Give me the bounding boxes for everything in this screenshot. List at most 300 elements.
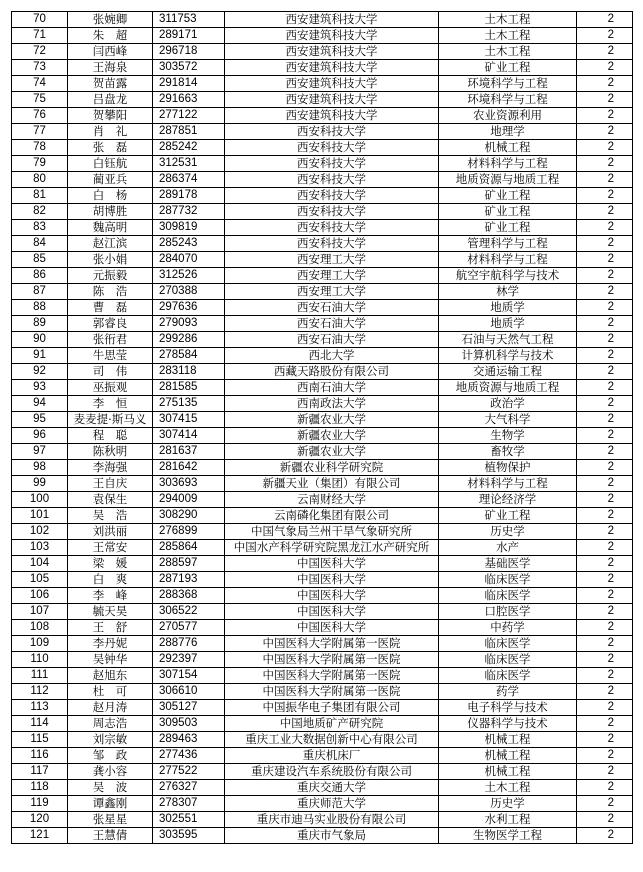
count-cell: 2 [577, 428, 633, 444]
id-number-cell: 305127 [153, 700, 225, 716]
row-number-cell: 107 [12, 604, 68, 620]
major-cell: 机械工程 [439, 732, 577, 748]
major-cell: 大气科学 [439, 412, 577, 428]
table-row [12, 236, 633, 252]
major-cell: 中药学 [439, 620, 577, 636]
count-cell: 2 [577, 700, 633, 716]
row-number-cell: 74 [12, 76, 68, 92]
count-cell: 2 [577, 492, 633, 508]
count-cell: 2 [577, 12, 633, 28]
person-name-cell: 蔺亚兵 [68, 172, 153, 188]
major-cell: 机械工程 [439, 748, 577, 764]
table-row [12, 412, 633, 428]
major-cell: 材料科学与工程 [439, 156, 577, 172]
count-cell: 2 [577, 108, 633, 124]
table-row [12, 364, 633, 380]
row-number-cell: 83 [12, 220, 68, 236]
organization-cell: 西安石油大学 [225, 300, 439, 316]
person-name-cell: 王慧倩 [68, 828, 153, 844]
table-row [12, 316, 633, 332]
table-row [12, 76, 633, 92]
organization-cell: 中国地质矿产研究院 [225, 716, 439, 732]
person-name-cell: 朱 超 [68, 28, 153, 44]
count-cell: 2 [577, 220, 633, 236]
row-number-cell: 115 [12, 732, 68, 748]
count-cell: 2 [577, 76, 633, 92]
person-name-cell: 王自庆 [68, 476, 153, 492]
person-name-cell: 吕盘龙 [68, 92, 153, 108]
id-number-cell: 309819 [153, 220, 225, 236]
count-cell: 2 [577, 332, 633, 348]
major-cell: 地质学 [439, 300, 577, 316]
major-cell: 矿业工程 [439, 188, 577, 204]
major-cell: 理论经济学 [439, 492, 577, 508]
organization-cell: 中国医科大学 [225, 572, 439, 588]
row-number-cell: 111 [12, 668, 68, 684]
id-number-cell: 303693 [153, 476, 225, 492]
row-number-cell: 116 [12, 748, 68, 764]
organization-cell: 新疆天业（集团）有限公司 [225, 476, 439, 492]
table-row [12, 140, 633, 156]
count-cell: 2 [577, 828, 633, 844]
row-number-cell: 82 [12, 204, 68, 220]
person-name-cell: 贺苗露 [68, 76, 153, 92]
row-number-cell: 71 [12, 28, 68, 44]
organization-cell: 中国医科大学 [225, 604, 439, 620]
table-row [12, 748, 633, 764]
id-number-cell: 307415 [153, 412, 225, 428]
table-row [12, 156, 633, 172]
person-name-cell: 李丹妮 [68, 636, 153, 652]
table-row [12, 508, 633, 524]
id-number-cell: 275135 [153, 396, 225, 412]
row-number-cell: 95 [12, 412, 68, 428]
major-cell: 地理学 [439, 124, 577, 140]
organization-cell: 西藏天路股份有限公司 [225, 364, 439, 380]
id-number-cell: 312526 [153, 268, 225, 284]
count-cell: 2 [577, 796, 633, 812]
id-number-cell: 284070 [153, 252, 225, 268]
table-row [12, 796, 633, 812]
table-row [12, 828, 633, 844]
row-number-cell: 75 [12, 92, 68, 108]
count-cell: 2 [577, 92, 633, 108]
major-cell: 政治学 [439, 396, 577, 412]
table-row [12, 444, 633, 460]
count-cell: 2 [577, 748, 633, 764]
major-cell: 管理科学与工程 [439, 236, 577, 252]
person-name-cell: 闫西峰 [68, 44, 153, 60]
id-number-cell: 292397 [153, 652, 225, 668]
count-cell: 2 [577, 140, 633, 156]
person-name-cell: 陈 浩 [68, 284, 153, 300]
table-row [12, 540, 633, 556]
id-number-cell: 287851 [153, 124, 225, 140]
count-cell: 2 [577, 620, 633, 636]
major-cell: 植物保护 [439, 460, 577, 476]
row-number-cell: 98 [12, 460, 68, 476]
count-cell: 2 [577, 380, 633, 396]
organization-cell: 中国医科大学 [225, 588, 439, 604]
row-number-cell: 112 [12, 684, 68, 700]
organization-cell: 重庆市迪马实业股份有限公司 [225, 812, 439, 828]
organization-cell: 西安理工大学 [225, 284, 439, 300]
major-cell: 水利工程 [439, 812, 577, 828]
organization-cell: 西安建筑科技大学 [225, 92, 439, 108]
person-name-cell: 周志浩 [68, 716, 153, 732]
id-number-cell: 302551 [153, 812, 225, 828]
row-number-cell: 120 [12, 812, 68, 828]
table-row [12, 716, 633, 732]
person-name-cell: 曹 磊 [68, 300, 153, 316]
person-name-cell: 赵月涛 [68, 700, 153, 716]
major-cell: 临床医学 [439, 668, 577, 684]
count-cell: 2 [577, 604, 633, 620]
table-row [12, 812, 633, 828]
id-number-cell: 281585 [153, 380, 225, 396]
major-cell: 石油与天然气工程 [439, 332, 577, 348]
id-number-cell: 296718 [153, 44, 225, 60]
table-row [12, 620, 633, 636]
id-number-cell: 287193 [153, 572, 225, 588]
row-number-cell: 114 [12, 716, 68, 732]
person-name-cell: 魏高明 [68, 220, 153, 236]
id-number-cell: 286374 [153, 172, 225, 188]
id-number-cell: 306522 [153, 604, 225, 620]
id-number-cell: 277436 [153, 748, 225, 764]
id-number-cell: 289463 [153, 732, 225, 748]
organization-cell: 西北大学 [225, 348, 439, 364]
major-cell: 药学 [439, 684, 577, 700]
id-number-cell: 277122 [153, 108, 225, 124]
row-number-cell: 86 [12, 268, 68, 284]
major-cell: 材料科学与工程 [439, 476, 577, 492]
table-row [12, 172, 633, 188]
major-cell: 水产 [439, 540, 577, 556]
count-cell: 2 [577, 268, 633, 284]
table-row [12, 652, 633, 668]
row-number-cell: 85 [12, 252, 68, 268]
id-number-cell: 299286 [153, 332, 225, 348]
id-number-cell: 276327 [153, 780, 225, 796]
id-number-cell: 291814 [153, 76, 225, 92]
table-row [12, 268, 633, 284]
id-number-cell: 285242 [153, 140, 225, 156]
row-number-cell: 118 [12, 780, 68, 796]
table-row [12, 252, 633, 268]
count-cell: 2 [577, 172, 633, 188]
organization-cell: 西安科技大学 [225, 156, 439, 172]
major-cell: 历史学 [439, 796, 577, 812]
major-cell: 矿业工程 [439, 60, 577, 76]
count-cell: 2 [577, 812, 633, 828]
count-cell: 2 [577, 300, 633, 316]
count-cell: 2 [577, 556, 633, 572]
id-number-cell: 270388 [153, 284, 225, 300]
organization-cell: 新疆农业科学研究院 [225, 460, 439, 476]
organization-cell: 西安建筑科技大学 [225, 108, 439, 124]
person-name-cell: 吴钟华 [68, 652, 153, 668]
organization-cell: 中国气象局兰州干旱气象研究所 [225, 524, 439, 540]
row-number-cell: 102 [12, 524, 68, 540]
organization-cell: 西安科技大学 [225, 220, 439, 236]
row-number-cell: 94 [12, 396, 68, 412]
organization-cell: 西安理工大学 [225, 252, 439, 268]
table-row [12, 204, 633, 220]
row-number-cell: 117 [12, 764, 68, 780]
organization-cell: 西安建筑科技大学 [225, 28, 439, 44]
count-cell: 2 [577, 780, 633, 796]
id-number-cell: 283118 [153, 364, 225, 380]
organization-cell: 西南石油大学 [225, 380, 439, 396]
person-name-cell: 王常安 [68, 540, 153, 556]
row-number-cell: 108 [12, 620, 68, 636]
count-cell: 2 [577, 204, 633, 220]
organization-cell: 重庆交通大学 [225, 780, 439, 796]
person-name-cell: 刘宗敏 [68, 732, 153, 748]
person-name-cell: 梁 媛 [68, 556, 153, 572]
count-cell: 2 [577, 44, 633, 60]
count-cell: 2 [577, 188, 633, 204]
id-number-cell: 309503 [153, 716, 225, 732]
count-cell: 2 [577, 636, 633, 652]
table-row [12, 300, 633, 316]
count-cell: 2 [577, 364, 633, 380]
organization-cell: 重庆市气象局 [225, 828, 439, 844]
id-number-cell: 288368 [153, 588, 225, 604]
table-row [12, 380, 633, 396]
organization-cell: 中国振华电子集团有限公司 [225, 700, 439, 716]
table-row [12, 556, 633, 572]
major-cell: 临床医学 [439, 588, 577, 604]
major-cell: 航空宇航科学与技术 [439, 268, 577, 284]
count-cell: 2 [577, 252, 633, 268]
table-row [12, 684, 633, 700]
table-row [12, 524, 633, 540]
major-cell: 生物学 [439, 428, 577, 444]
major-cell: 畜牧学 [439, 444, 577, 460]
major-cell: 机械工程 [439, 764, 577, 780]
person-name-cell: 赵江滨 [68, 236, 153, 252]
major-cell: 土木工程 [439, 28, 577, 44]
person-name-cell: 程 聪 [68, 428, 153, 444]
person-name-cell: 李 恒 [68, 396, 153, 412]
organization-cell: 重庆机床厂 [225, 748, 439, 764]
organization-cell: 中国医科大学附属第一医院 [225, 684, 439, 700]
id-number-cell: 294009 [153, 492, 225, 508]
organization-cell: 重庆建设汽车系统股份有限公司 [225, 764, 439, 780]
major-cell: 农业资源利用 [439, 108, 577, 124]
table-row [12, 124, 633, 140]
count-cell: 2 [577, 396, 633, 412]
data-table [11, 11, 633, 844]
id-number-cell: 303572 [153, 60, 225, 76]
organization-cell: 西安建筑科技大学 [225, 12, 439, 28]
major-cell: 生物医学工程 [439, 828, 577, 844]
organization-cell: 西南政法大学 [225, 396, 439, 412]
organization-cell: 西安理工大学 [225, 268, 439, 284]
table-row [12, 732, 633, 748]
row-number-cell: 84 [12, 236, 68, 252]
row-number-cell: 77 [12, 124, 68, 140]
person-name-cell: 贺攀阳 [68, 108, 153, 124]
count-cell: 2 [577, 732, 633, 748]
id-number-cell: 288597 [153, 556, 225, 572]
id-number-cell: 285864 [153, 540, 225, 556]
row-number-cell: 106 [12, 588, 68, 604]
person-name-cell: 白 杨 [68, 188, 153, 204]
table-row [12, 284, 633, 300]
major-cell: 计算机科学与技术 [439, 348, 577, 364]
major-cell: 历史学 [439, 524, 577, 540]
row-number-cell: 92 [12, 364, 68, 380]
table-row [12, 476, 633, 492]
table-row [12, 332, 633, 348]
table-row [12, 572, 633, 588]
id-number-cell: 307414 [153, 428, 225, 444]
row-number-cell: 88 [12, 300, 68, 316]
organization-cell: 中国医科大学附属第一医院 [225, 652, 439, 668]
major-cell: 仪器科学与技术 [439, 716, 577, 732]
organization-cell: 西安科技大学 [225, 188, 439, 204]
organization-cell: 新疆农业大学 [225, 444, 439, 460]
organization-cell: 重庆师范大学 [225, 796, 439, 812]
count-cell: 2 [577, 124, 633, 140]
organization-cell: 新疆农业大学 [225, 412, 439, 428]
id-number-cell: 306610 [153, 684, 225, 700]
row-number-cell: 119 [12, 796, 68, 812]
row-number-cell: 104 [12, 556, 68, 572]
person-name-cell: 张婉卿 [68, 12, 153, 28]
major-cell: 基础医学 [439, 556, 577, 572]
table-row [12, 764, 633, 780]
row-number-cell: 90 [12, 332, 68, 348]
table-row [12, 492, 633, 508]
row-number-cell: 103 [12, 540, 68, 556]
person-name-cell: 刘洪丽 [68, 524, 153, 540]
organization-cell: 西安石油大学 [225, 332, 439, 348]
person-name-cell: 张衎君 [68, 332, 153, 348]
id-number-cell: 279093 [153, 316, 225, 332]
count-cell: 2 [577, 508, 633, 524]
major-cell: 土木工程 [439, 12, 577, 28]
row-number-cell: 110 [12, 652, 68, 668]
person-name-cell: 司 伟 [68, 364, 153, 380]
person-name-cell: 王海泉 [68, 60, 153, 76]
row-number-cell: 101 [12, 508, 68, 524]
person-name-cell: 麦麦提·斯马义 [68, 412, 153, 428]
count-cell: 2 [577, 156, 633, 172]
organization-cell: 西安建筑科技大学 [225, 76, 439, 92]
organization-cell: 西安科技大学 [225, 204, 439, 220]
table-row [12, 108, 633, 124]
row-number-cell: 70 [12, 12, 68, 28]
id-number-cell: 303595 [153, 828, 225, 844]
major-cell: 土木工程 [439, 780, 577, 796]
id-number-cell: 276899 [153, 524, 225, 540]
id-number-cell: 281642 [153, 460, 225, 476]
person-name-cell: 谭鑫刚 [68, 796, 153, 812]
table-row [12, 780, 633, 796]
person-name-cell: 邹 政 [68, 748, 153, 764]
count-cell: 2 [577, 716, 633, 732]
organization-cell: 云南财经大学 [225, 492, 439, 508]
table-row [12, 188, 633, 204]
person-name-cell: 张 磊 [68, 140, 153, 156]
person-name-cell: 李 峰 [68, 588, 153, 604]
count-cell: 2 [577, 316, 633, 332]
count-cell: 2 [577, 652, 633, 668]
row-number-cell: 78 [12, 140, 68, 156]
id-number-cell: 289171 [153, 28, 225, 44]
person-name-cell: 赵旭东 [68, 668, 153, 684]
table-row [12, 604, 633, 620]
major-cell: 地质学 [439, 316, 577, 332]
major-cell: 土木工程 [439, 44, 577, 60]
id-number-cell: 311753 [153, 12, 225, 28]
row-number-cell: 72 [12, 44, 68, 60]
person-name-cell: 肖 礼 [68, 124, 153, 140]
count-cell: 2 [577, 684, 633, 700]
id-number-cell: 277522 [153, 764, 225, 780]
major-cell: 地质资源与地质工程 [439, 380, 577, 396]
row-number-cell: 87 [12, 284, 68, 300]
count-cell: 2 [577, 764, 633, 780]
major-cell: 机械工程 [439, 140, 577, 156]
organization-cell: 西安科技大学 [225, 140, 439, 156]
table-row [12, 700, 633, 716]
major-cell: 矿业工程 [439, 204, 577, 220]
organization-cell: 中国医科大学附属第一医院 [225, 668, 439, 684]
major-cell: 林学 [439, 284, 577, 300]
major-cell: 临床医学 [439, 572, 577, 588]
organization-cell: 西安科技大学 [225, 236, 439, 252]
id-number-cell: 281637 [153, 444, 225, 460]
person-name-cell: 胡博胜 [68, 204, 153, 220]
row-number-cell: 79 [12, 156, 68, 172]
row-number-cell: 73 [12, 60, 68, 76]
person-name-cell: 牛思莹 [68, 348, 153, 364]
organization-cell: 西安科技大学 [225, 124, 439, 140]
count-cell: 2 [577, 460, 633, 476]
organization-cell: 西安建筑科技大学 [225, 44, 439, 60]
organization-cell: 中国水产科学研究院黑龙江水产研究所 [225, 540, 439, 556]
count-cell: 2 [577, 348, 633, 364]
table-row [12, 636, 633, 652]
table-row [12, 588, 633, 604]
person-name-cell: 李海强 [68, 460, 153, 476]
major-cell: 临床医学 [439, 636, 577, 652]
person-name-cell: 杜 可 [68, 684, 153, 700]
row-number-cell: 97 [12, 444, 68, 460]
person-name-cell: 陈秋明 [68, 444, 153, 460]
id-number-cell: 278307 [153, 796, 225, 812]
table-row [12, 220, 633, 236]
major-cell: 临床医学 [439, 652, 577, 668]
organization-cell: 重庆工业大数据创新中心有限公司 [225, 732, 439, 748]
count-cell: 2 [577, 572, 633, 588]
table-row [12, 460, 633, 476]
row-number-cell: 89 [12, 316, 68, 332]
count-cell: 2 [577, 28, 633, 44]
table-row [12, 428, 633, 444]
row-number-cell: 113 [12, 700, 68, 716]
person-name-cell: 毓天昊 [68, 604, 153, 620]
row-number-cell: 81 [12, 188, 68, 204]
major-cell: 环境科学与工程 [439, 76, 577, 92]
id-number-cell: 288776 [153, 636, 225, 652]
table-row [12, 668, 633, 684]
